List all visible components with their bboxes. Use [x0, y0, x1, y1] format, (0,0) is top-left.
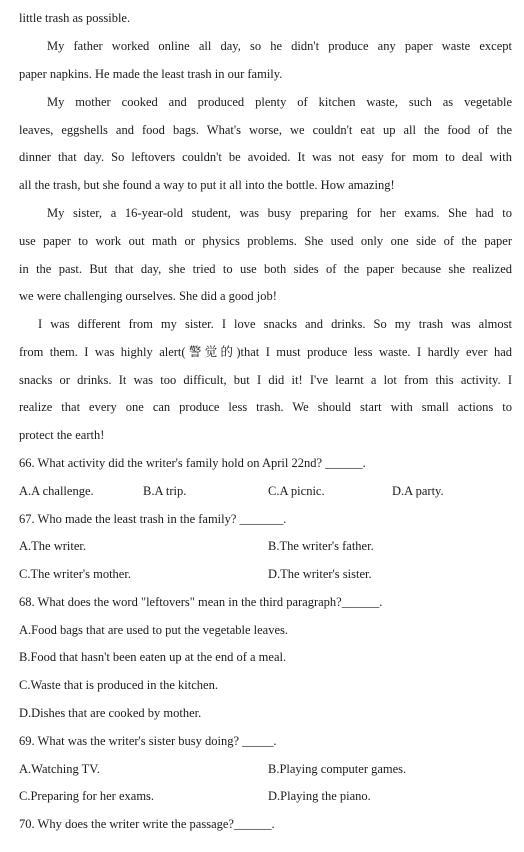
- passage-line: My mother cooked and produced plenty of kitchen waste, such as vegetable: [47, 95, 512, 109]
- option-b[interactable]: B.A trip.: [143, 484, 187, 498]
- question-stem: 66. What activity did the writer's family hold on April 22nd? ______.: [19, 456, 366, 470]
- option-c[interactable]: C.The writer's mother.: [19, 567, 131, 581]
- option-b[interactable]: B.Playing computer games.: [268, 762, 407, 776]
- passage-line: from them. I was highly alert(警觉的)that I must produce less waste. I hardly ever had: [19, 345, 512, 359]
- passage-line: dinner that day. So leftovers couldn't be avoided. It was not easy for mom to deal with: [19, 150, 512, 164]
- option-c[interactable]: C.Waste that is produced in the kitchen.: [19, 678, 218, 692]
- question-stem: 69. What was the writer's sister busy doing? _____.: [19, 734, 277, 748]
- passage-line: realize that every one can produce less trash. We should start with small actions to: [19, 400, 512, 414]
- passage-line: snacks or drinks. It was too difficult, but I did it! I've learnt a lot from this activity. I: [19, 373, 512, 387]
- option-b[interactable]: B.Food that hasn't been eaten up at the end of a meal.: [19, 650, 287, 664]
- passage-line: use paper to work out math or physics problems. She used only one side of the paper: [19, 234, 512, 248]
- option-d[interactable]: D.Playing the piano.: [268, 789, 371, 803]
- passage-line: we were challenging ourselves. She did a good job!: [19, 289, 277, 303]
- option-a[interactable]: A.A challenge.: [19, 484, 94, 498]
- option-c[interactable]: C.Preparing for her exams.: [19, 789, 155, 803]
- passage-line: all the trash, but she found a way to put it all into the bottle. How amazing!: [19, 178, 395, 192]
- passage-line: little trash as possible.: [19, 11, 131, 25]
- option-a[interactable]: A.The writer.: [19, 539, 86, 553]
- passage-line: My sister, a 16-year-old student, was busy preparing for her exams. She had to: [47, 206, 512, 220]
- option-a[interactable]: A.Food bags that are used to put the vegetable leaves.: [19, 623, 289, 637]
- passage-line: protect the earth!: [19, 428, 105, 442]
- question-stem: 67. Who made the least trash in the family? _______.: [19, 512, 287, 526]
- option-a[interactable]: A.Watching TV.: [19, 762, 100, 776]
- passage-line: in the past. But that day, she tried to use both sides of the paper because she realized: [19, 262, 512, 276]
- passage-line: My father worked online all day, so he didn't produce any paper waste except: [47, 39, 512, 53]
- passage-line: paper napkins. He made the least trash in our family.: [19, 67, 283, 81]
- option-c[interactable]: C.A picnic.: [268, 484, 325, 498]
- option-d[interactable]: D.A party.: [392, 484, 444, 498]
- option-d[interactable]: D.The writer's sister.: [268, 567, 372, 581]
- passage-line: I was different from my sister. I love snacks and drinks. So my trash was almost: [38, 317, 512, 331]
- passage-line: leaves, eggshells and food bags. What's worse, we couldn't eat up all the food of the: [19, 123, 512, 137]
- option-d[interactable]: D.Dishes that are cooked by mother.: [19, 706, 202, 720]
- option-b[interactable]: B.The writer's father.: [268, 539, 374, 553]
- question-stem: 70. Why does the writer write the passage?______.: [19, 817, 275, 831]
- question-stem: 68. What does the word "leftovers" mean in the third paragraph?______.: [19, 595, 383, 609]
